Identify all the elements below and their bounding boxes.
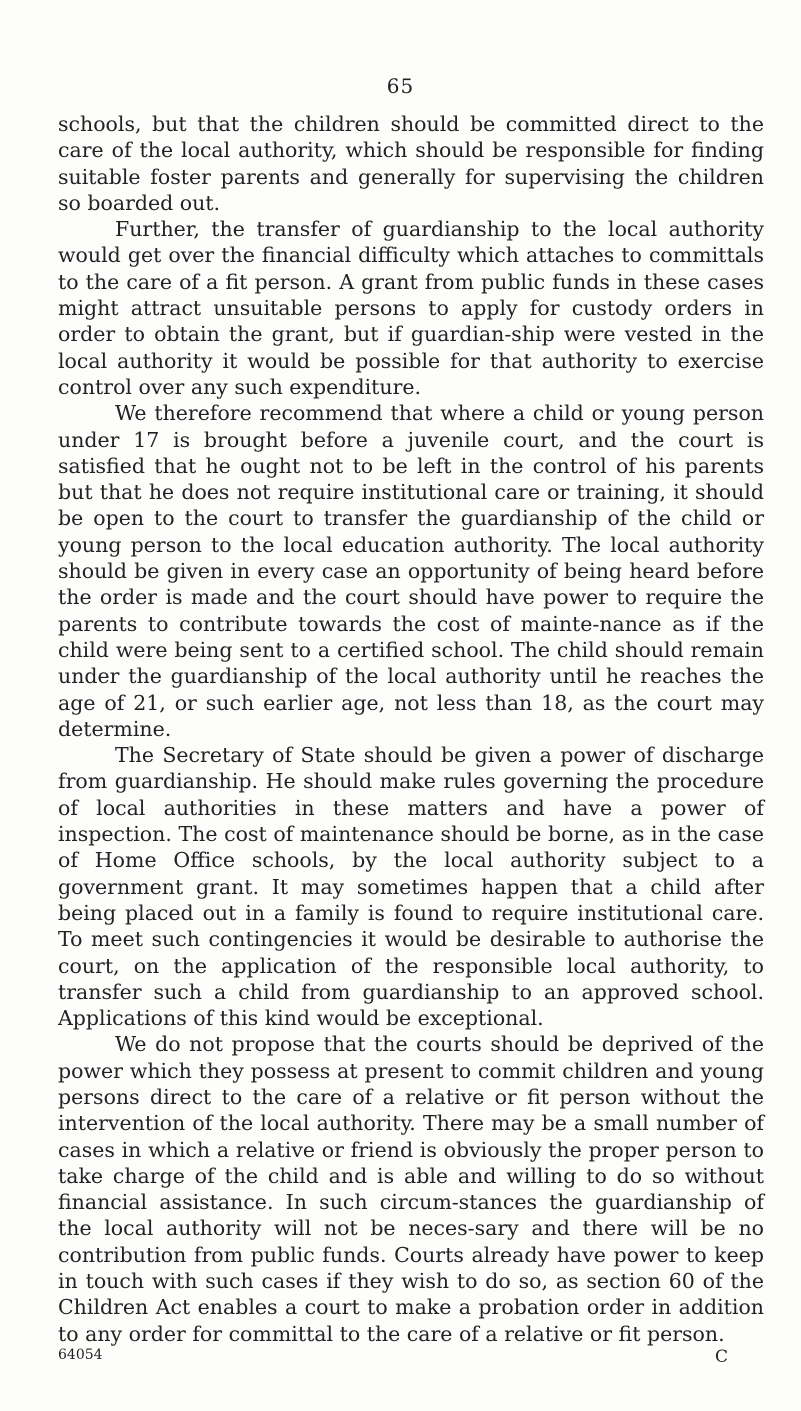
paragraph-5: We do not propose that the courts should be deprived of the power which they possess at present to commit children and young persons direct to the care of a relative or fit person without the intervention of the local authority. There may be a small number of cases in which a relative or friend is obviously the proper person to take charge of the child and is able and willing to do so without financial assistance. In such circum-stances the guardianship of the local authority will not be neces-sary and there will be no contribution from public funds. Courts already have power to keep in touch with such cases if they wish to do so, as section 60 of the Children Act enables a court to make a probation order in addition to any order for committal to the care of a relative or fit person.: [58, 1032, 764, 1346]
paragraph-1: schools, but that the children should be committed direct to the care of the local authority, which should be responsible for finding suitable foster parents and generally for supervising the children so boarded out.: [58, 112, 764, 215]
paragraph-4: The Secretary of State should be given a power of discharge from guardianship. He should make rules governing the procedure of local authorities in these matters and have a power of inspection. The cost of maintenance should be borne, as in the case of Home Office schools, by the local authority subject to a government grant. It may sometimes happen that a child after being placed out in a family is found to require institutional care. To meet such contingencies it would be desirable to authorise the court, on the application of the responsible local authority, to transfer such a child from guardianship to an approved school. Applications of this kind would be exceptional.: [58, 743, 764, 1031]
signature-mark: C: [714, 1347, 728, 1367]
print-code: 64054: [58, 1347, 103, 1363]
paragraph-3: We therefore recommend that where a child or young person under 17 is brought before a juvenile court, and the court is satisfied that he ought not to be left in the control of his parents but that he does not require institutional care or training, it should be open to the court to transfer the guardianship of the child or young person to the local education authority. The local authority should be given in every case an opportunity of being heard before the order is made and the court should have power to require the parents to contribute towards the cost of mainte-nance as if the child were being sent to a certified school. The child should remain under the guardianship of the local authority until he reaches the age of 21, or such earlier age, not less than 18, as the court may determine.: [58, 401, 764, 741]
paragraph-2: Further, the transfer of guardianship to the local authority would get over the financial difficulty which attaches to committals to the care of a fit person. A grant from public funds in these cases might attract unsuitable persons to apply for custody orders in order to obtain the grant, but if guardian-ship were vested in the local authority it would be possible for that authority to exercise control over any such expenditure.: [58, 217, 764, 399]
page-footer: [58, 1347, 764, 1367]
page-number: 65: [386, 74, 415, 98]
body-text: [58, 111, 764, 1347]
